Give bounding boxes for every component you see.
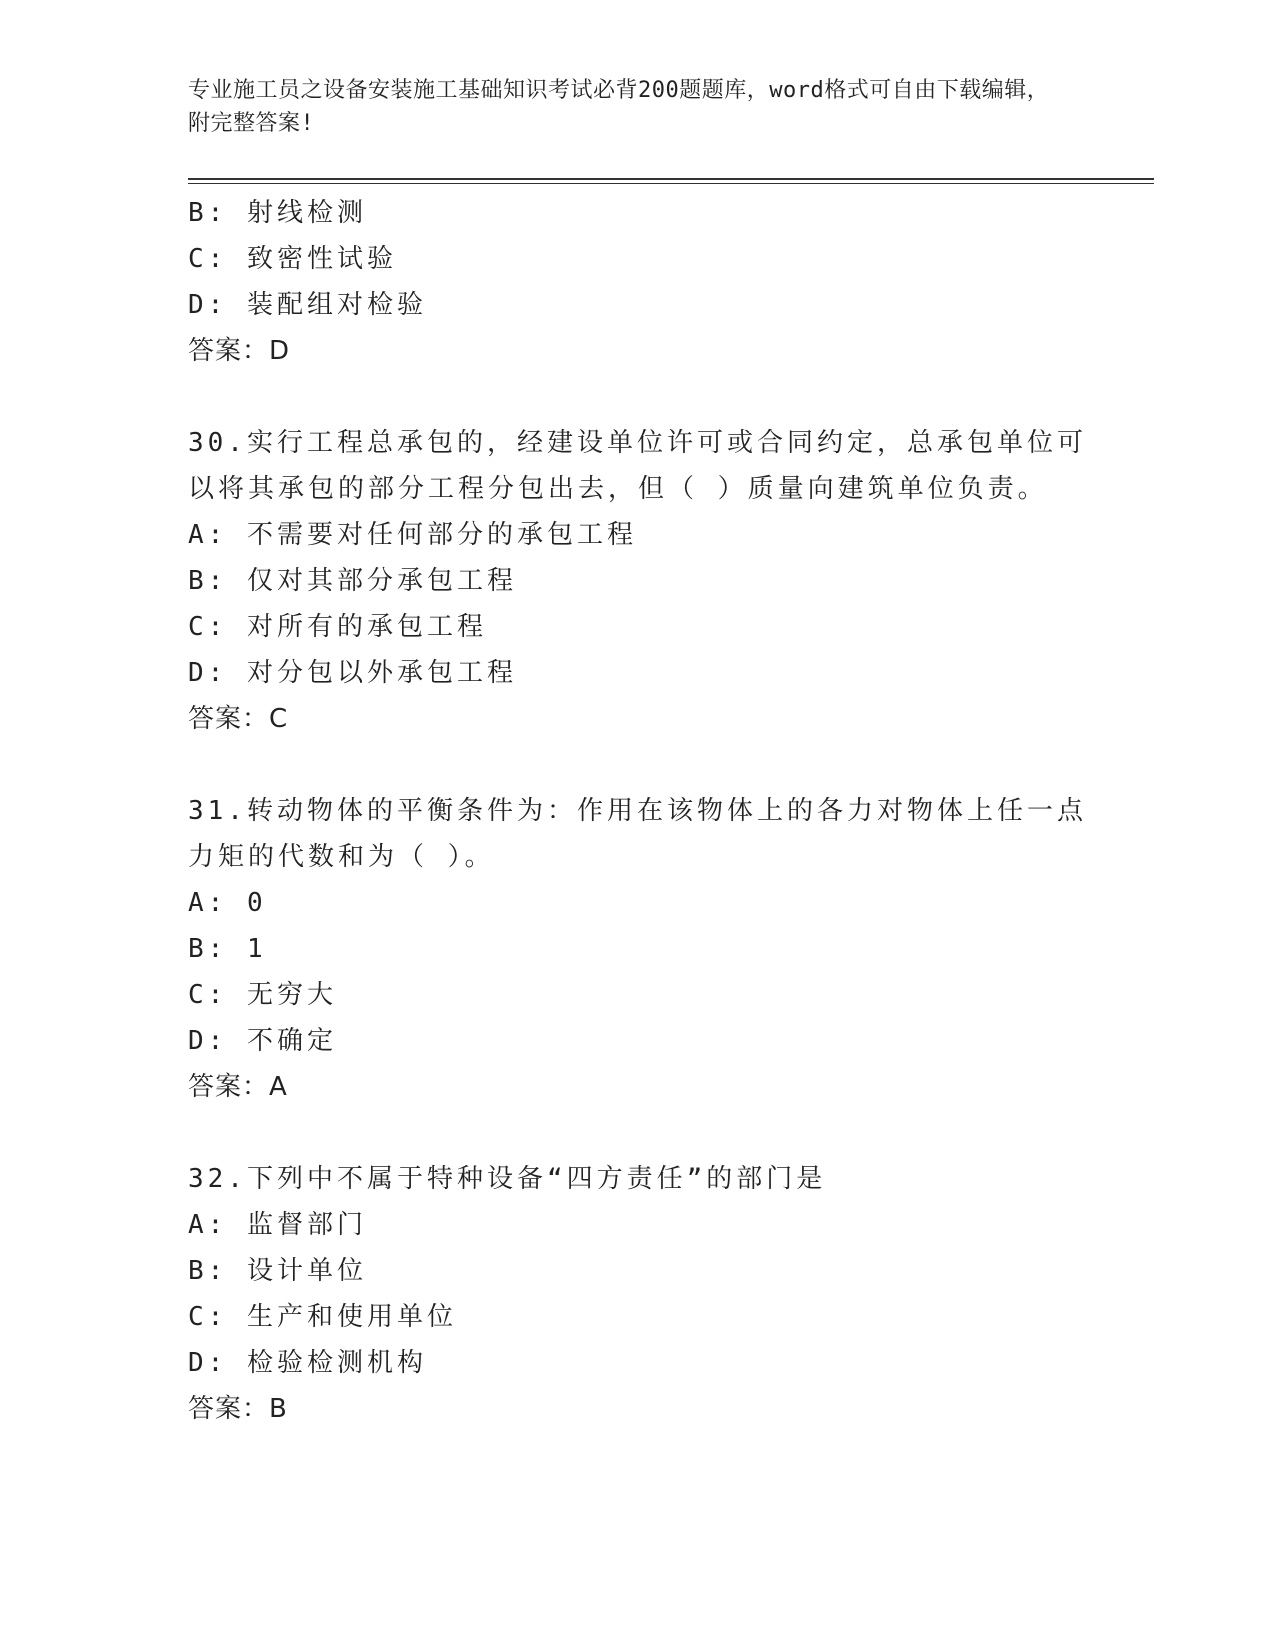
question-content bbox=[188, 190, 1088, 1432]
question-31-text: 31.转动物体的平衡条件为：作用在该物体上的各力对物体上任一点力矩的代数和为（ ）。 bbox=[188, 796, 1087, 872]
option-a: A: 监督部门 bbox=[188, 1210, 367, 1240]
option-c: C: 对所有的承包工程 bbox=[188, 612, 487, 642]
answer-line: 答案：C bbox=[188, 704, 289, 734]
option-a: A: 不需要对任何部分的承包工程 bbox=[188, 520, 637, 550]
option-b: B: 仅对其部分承包工程 bbox=[188, 566, 517, 596]
option-b: B: 1 bbox=[188, 934, 267, 964]
question-30-text: 30.实行工程总承包的，经建设单位许可或合同约定，总承包单位可以将其承包的部分工程分包出去，但（ ）质量向建筑单位负责。 bbox=[188, 428, 1087, 504]
option-c: C: 无穷大 bbox=[188, 980, 337, 1010]
document-header: 专业施工员之设备安装施工基础知识考试必背200题题库，word格式可自由下载编辑，附完整答案! bbox=[188, 78, 1050, 136]
option-d: D: 装配组对检验 bbox=[188, 290, 427, 320]
option-d: D: 对分包以外承包工程 bbox=[188, 658, 517, 688]
option-c: C: 致密性试验 bbox=[188, 244, 397, 274]
answer-line: 答案：D bbox=[188, 336, 291, 366]
option-d: D: 检验检测机构 bbox=[188, 1348, 427, 1378]
option-b: B: 射线检测 bbox=[188, 198, 367, 228]
option-b: B: 设计单位 bbox=[188, 1256, 367, 1286]
answer-line: 答案：B bbox=[188, 1394, 288, 1424]
header-rule-thin bbox=[188, 183, 1154, 184]
option-a: A: 0 bbox=[188, 888, 267, 918]
answer-line: 答案：A bbox=[188, 1072, 288, 1102]
option-d: D: 不确定 bbox=[188, 1026, 337, 1056]
header-rule-thick bbox=[188, 178, 1154, 180]
option-c: C: 生产和使用单位 bbox=[188, 1302, 457, 1332]
question-32-text: 32.下列中不属于特种设备“四方责任”的部门是 bbox=[188, 1164, 827, 1194]
